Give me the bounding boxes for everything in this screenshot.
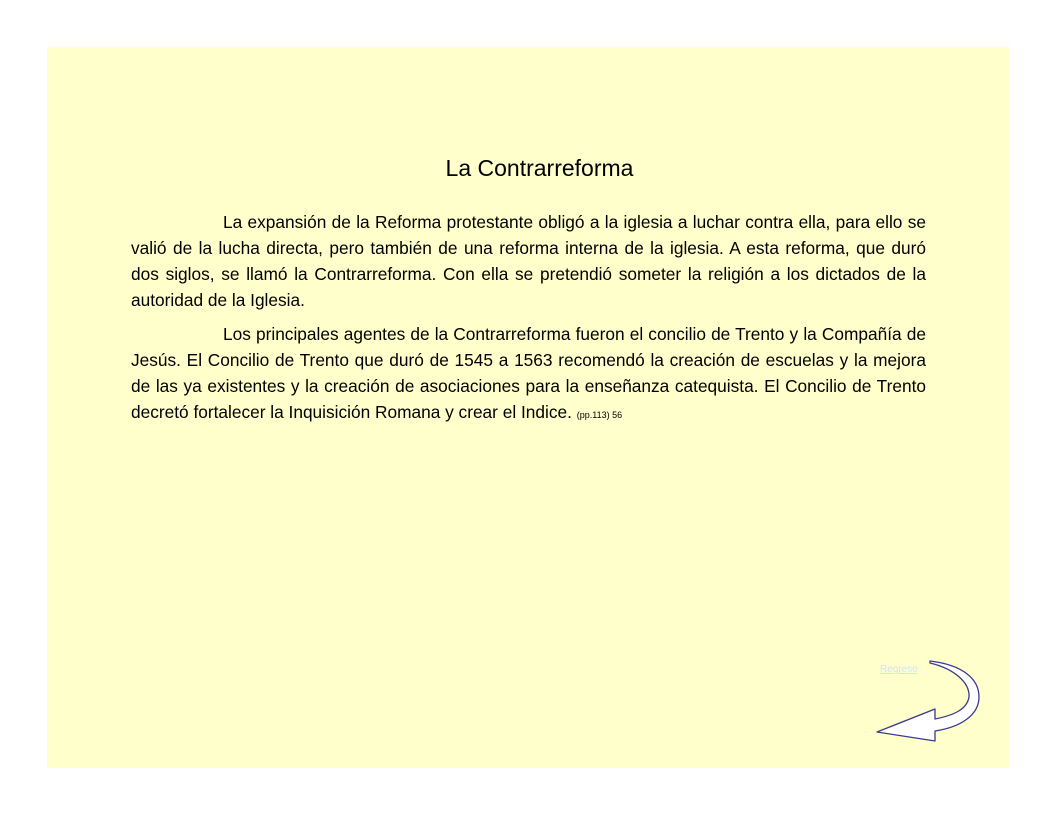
citation: (pp.113) 56	[576, 410, 623, 420]
body-text	[131, 209, 926, 436]
return-link[interactable]: Regreso	[880, 664, 918, 675]
paragraph-1-text: La expansión de la Reforma protestante obligó a la iglesia a luchar contra ella, para ello se valió de la lucha directa, pero también de una reforma interna de la iglesia. A esta reforma, que duró dos siglos, se llamó la Contrarreforma. Con ella se pretendió someter la religión a los dictados de la autoridad de la Iglesia.	[131, 212, 926, 310]
paragraph-1	[131, 209, 926, 313]
slide	[47, 47, 1009, 768]
paragraph-2	[131, 321, 926, 428]
page-title: La Contrarreforma	[445, 155, 634, 181]
paragraph-2-text: Los principales agentes de la Contrarreforma fueron el concilio de Trento y la Compañía de Jesús. El Concilio de Trento que duró de 1545 a 1563 recomendó la creación de escuelas y la mejora de las ya existentes y la creación de asociaciones para la enseñanza catequista. El Concilio de Trento decretó fortalecer la Inquisición Romana y crear el Indice.	[131, 324, 926, 422]
